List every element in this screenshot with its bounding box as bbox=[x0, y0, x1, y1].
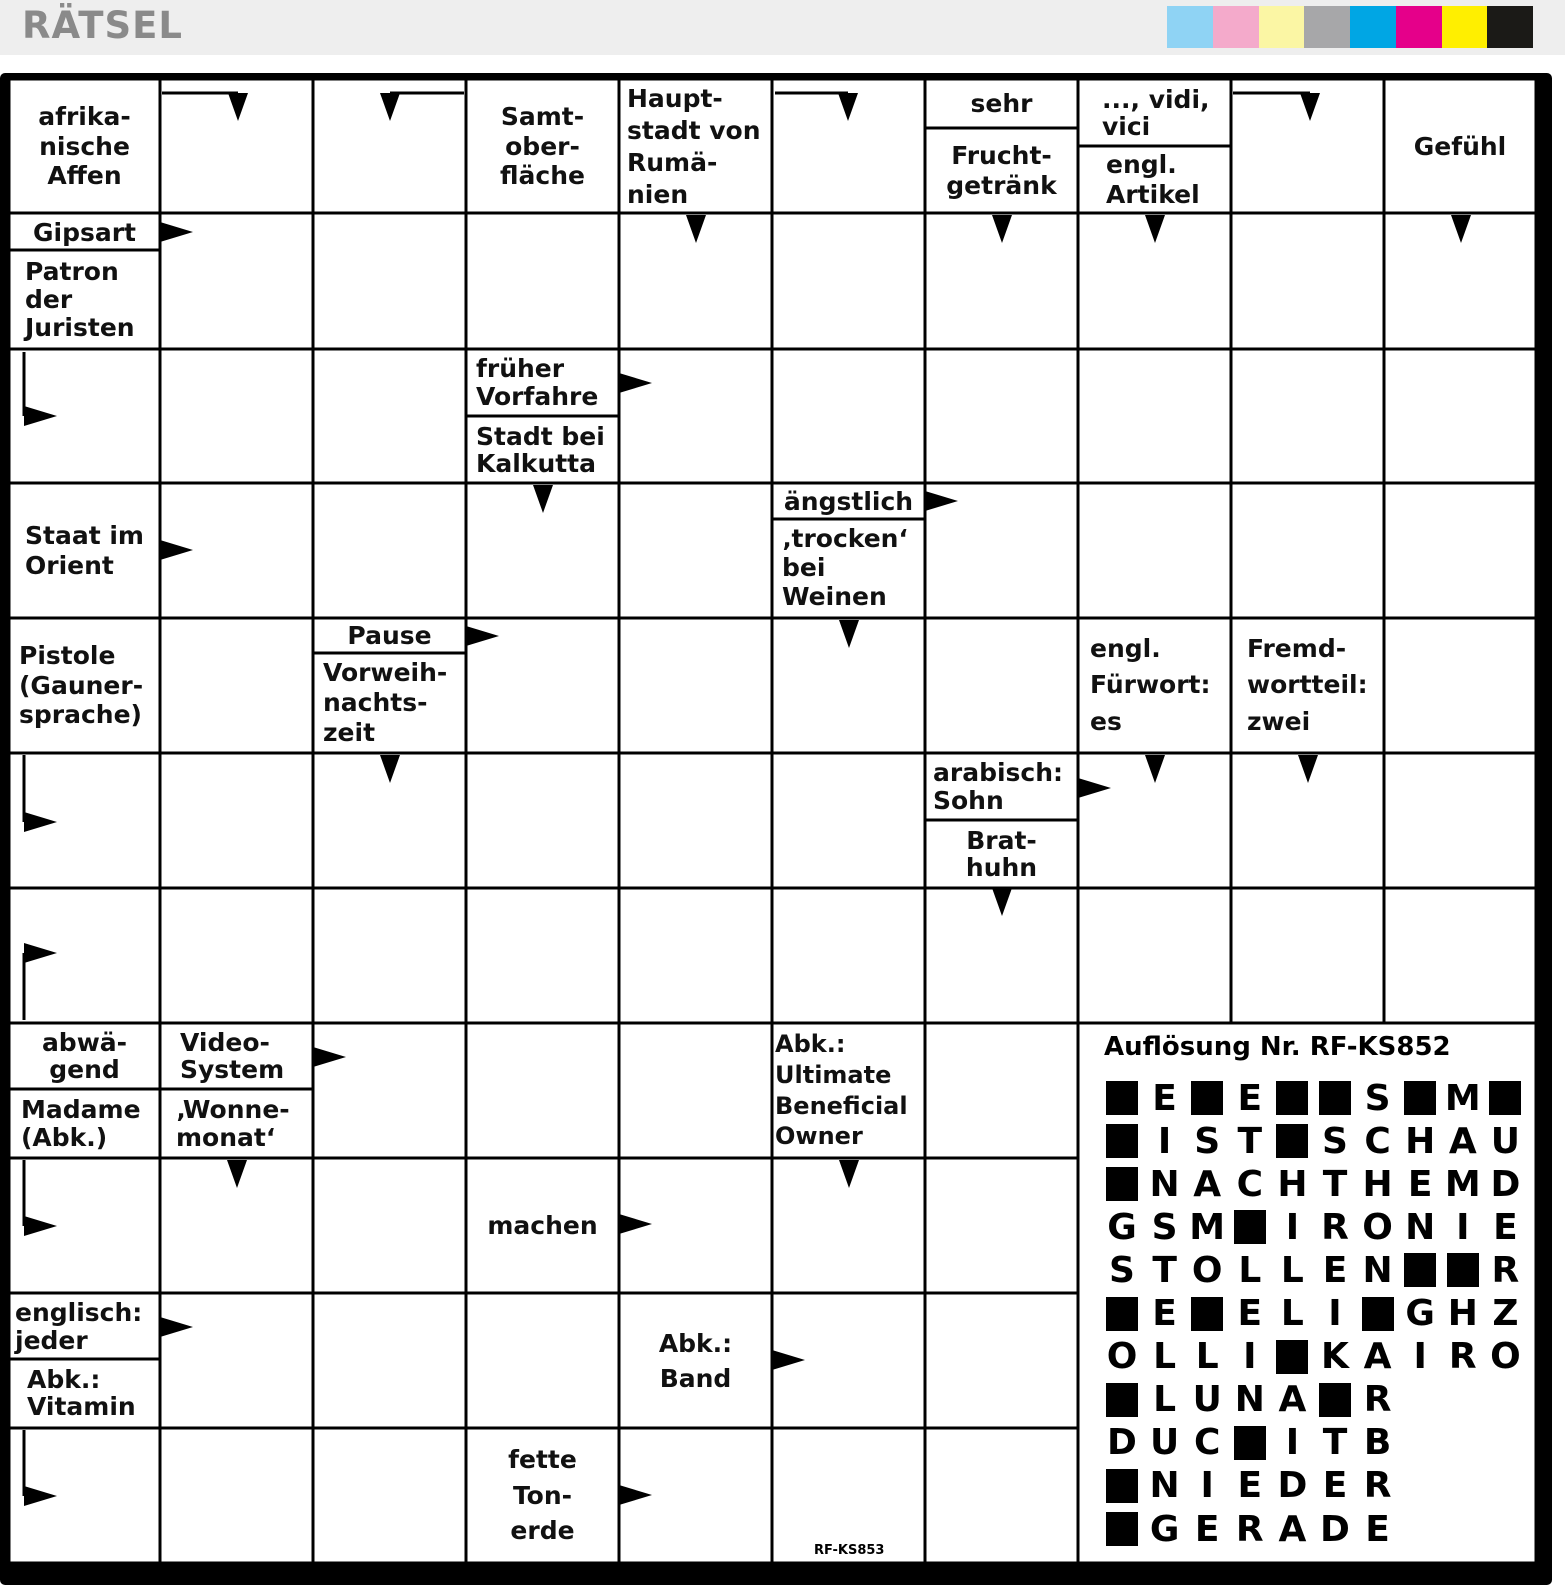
solution-letter: I bbox=[1285, 1422, 1300, 1464]
grid-cell bbox=[1233, 890, 1383, 1022]
solution-letter: S bbox=[1364, 1077, 1391, 1119]
grid-cell bbox=[162, 351, 312, 482]
grid-cell bbox=[774, 215, 924, 348]
clue-cell: Brat- huhn bbox=[965, 825, 1038, 882]
clue-cell: englisch: jeder bbox=[15, 1298, 143, 1355]
grid-cell bbox=[927, 1025, 1077, 1157]
clue-cell: Pistole (Gauner- sprache) bbox=[19, 641, 144, 730]
solution-letter: T bbox=[1152, 1249, 1177, 1291]
grid-cell bbox=[315, 215, 465, 348]
solution-letter: C bbox=[1364, 1120, 1391, 1162]
solution-letter: S bbox=[1151, 1206, 1178, 1248]
grid-cell bbox=[162, 755, 312, 887]
grid-cell bbox=[927, 351, 1077, 482]
solution-letter: H bbox=[1405, 1120, 1436, 1162]
solution-letter: E bbox=[1237, 1293, 1263, 1334]
solution-letter: R bbox=[1363, 1465, 1392, 1507]
clue-cell: arabisch: Sohn bbox=[933, 758, 1064, 815]
grid-cell bbox=[468, 620, 618, 752]
solution-letter: N bbox=[1234, 1379, 1265, 1421]
clue-cell: Abk.: Vitamin bbox=[27, 1364, 136, 1421]
clue-cell: abwä- gend bbox=[41, 1028, 128, 1084]
solution-letter: A bbox=[1278, 1508, 1307, 1550]
solution-block bbox=[1104, 1079, 1140, 1117]
grid-cell bbox=[1233, 215, 1383, 348]
clue-cell: engl. Fürwort: es bbox=[1090, 634, 1211, 736]
solution-letter: A bbox=[1363, 1336, 1392, 1378]
solution-letter: U bbox=[1192, 1379, 1222, 1421]
grid-cell bbox=[774, 755, 924, 887]
grid-cell bbox=[1386, 351, 1535, 482]
solution-block bbox=[1104, 1122, 1140, 1160]
solution-block bbox=[1232, 1424, 1268, 1462]
solution-letter: O bbox=[1362, 1206, 1393, 1248]
solution-block bbox=[1104, 1510, 1140, 1548]
solution-letter: E bbox=[1322, 1249, 1348, 1291]
solution-letter: E bbox=[1237, 1077, 1263, 1119]
grid-cell bbox=[621, 351, 771, 482]
grid-cell bbox=[1080, 351, 1230, 482]
solution-letter: O bbox=[1191, 1249, 1223, 1291]
clue-cell: Fremd- wortteil: zwei bbox=[1247, 634, 1368, 736]
solution-letter: N bbox=[1149, 1465, 1180, 1507]
grid-cell bbox=[468, 1295, 618, 1427]
solution-letter: E bbox=[1152, 1077, 1177, 1119]
grid-cell bbox=[162, 1430, 312, 1562]
clue-cell: Abk.: Band bbox=[658, 1328, 733, 1393]
solution-block bbox=[1104, 1295, 1140, 1333]
clue-cell: ..., vidi, vici bbox=[1102, 84, 1210, 141]
grid-cell bbox=[621, 485, 771, 617]
solution-letter: N bbox=[1149, 1163, 1180, 1205]
solution-block bbox=[1445, 1251, 1481, 1289]
solution-letter: A bbox=[1193, 1163, 1222, 1205]
solution-letter: E bbox=[1365, 1508, 1390, 1550]
clue-cell: fette Ton- erde bbox=[508, 1445, 577, 1546]
clue-cell: sehr bbox=[970, 89, 1033, 119]
solution-letter: T bbox=[1322, 1163, 1348, 1205]
clue-cell: Samt- ober- fläche bbox=[500, 102, 585, 191]
solution-letter: G bbox=[1405, 1293, 1435, 1334]
solution-letter: G bbox=[1107, 1206, 1137, 1248]
solution-letter: G bbox=[1149, 1508, 1180, 1550]
grid-cell bbox=[927, 1295, 1077, 1427]
grid-cell bbox=[1233, 351, 1383, 482]
solution-letter: E bbox=[1152, 1293, 1177, 1334]
solution-letter: L bbox=[1153, 1336, 1177, 1378]
grid-cell bbox=[1386, 620, 1535, 752]
solution-letter: U bbox=[1149, 1422, 1180, 1464]
solution-block bbox=[1360, 1295, 1396, 1333]
solution-block bbox=[1189, 1079, 1225, 1117]
grid-cell bbox=[621, 1025, 771, 1157]
grid-cell bbox=[927, 1430, 1077, 1562]
solution-letter: S bbox=[1322, 1120, 1348, 1162]
clue-cell: ‚trocken‘ bei Weinen bbox=[782, 524, 908, 611]
grid-cell bbox=[927, 1160, 1077, 1292]
solution-letter: E bbox=[1407, 1163, 1433, 1205]
solution-block bbox=[1402, 1251, 1438, 1289]
solution-letter: N bbox=[1362, 1249, 1393, 1291]
grid-cell bbox=[774, 1430, 924, 1562]
solution-letter: T bbox=[1322, 1422, 1348, 1464]
solution-letter: D bbox=[1490, 1163, 1521, 1205]
solution-letter: L bbox=[1280, 1293, 1304, 1334]
solution-block bbox=[1104, 1381, 1140, 1419]
grid-cell bbox=[1233, 485, 1383, 617]
solution-letter: S bbox=[1109, 1249, 1135, 1291]
solution-letter: O bbox=[1490, 1336, 1521, 1378]
solution-letter: E bbox=[1194, 1508, 1220, 1550]
grid-cell bbox=[1386, 485, 1535, 617]
grid-cell bbox=[927, 620, 1077, 752]
solution-letter: E bbox=[1237, 1465, 1263, 1507]
solution-letter: L bbox=[1195, 1336, 1219, 1378]
grid-cell bbox=[315, 351, 465, 482]
solution-block bbox=[1104, 1467, 1140, 1505]
solution-letter: N bbox=[1405, 1206, 1436, 1248]
solution-letter: I bbox=[1200, 1465, 1214, 1507]
solution-block bbox=[1487, 1079, 1523, 1117]
solution-letter: I bbox=[1243, 1336, 1257, 1378]
solution-letter: D bbox=[1277, 1465, 1308, 1507]
solution-block bbox=[1232, 1208, 1268, 1246]
grid-cell bbox=[1080, 485, 1230, 617]
solution-letter: Z bbox=[1492, 1293, 1519, 1334]
grid-cell bbox=[1386, 755, 1535, 887]
solution-letter: H bbox=[1277, 1163, 1308, 1205]
grid-cell bbox=[468, 1025, 618, 1157]
solution-letter: I bbox=[1285, 1206, 1300, 1248]
solution-letter: E bbox=[1322, 1465, 1348, 1507]
clue-cell: Haupt- stadt von Rumä- nien bbox=[627, 83, 761, 209]
solution-letter: L bbox=[1153, 1379, 1177, 1421]
solution-letter: C bbox=[1236, 1163, 1263, 1205]
solution-letter: R bbox=[1321, 1206, 1349, 1248]
clue-cell: Frucht- getränk bbox=[946, 141, 1057, 200]
solution-block bbox=[1317, 1079, 1353, 1117]
grid-cell bbox=[774, 890, 924, 1022]
grid-cell bbox=[927, 485, 1077, 617]
solution-block bbox=[1274, 1338, 1310, 1376]
clue-cell: engl. Artikel bbox=[1106, 150, 1200, 209]
grid-cell bbox=[315, 1430, 465, 1562]
grid-cell bbox=[621, 755, 771, 887]
grid-cell bbox=[315, 890, 465, 1022]
grid-cell bbox=[1080, 890, 1230, 1022]
solution-letter: M bbox=[1444, 1077, 1481, 1119]
solution-letter: A bbox=[1278, 1379, 1307, 1421]
clue-cell: Video- System bbox=[180, 1028, 285, 1084]
solution-letter: I bbox=[1157, 1120, 1172, 1162]
clue-cell: Gipsart bbox=[32, 217, 136, 247]
solution-letter: T bbox=[1237, 1120, 1263, 1162]
clue-cell: ‚Wonne- monat‘ bbox=[176, 1095, 290, 1152]
grid-cell bbox=[315, 485, 465, 617]
clue-cell: Vorweih- nachts- zeit bbox=[323, 657, 448, 747]
clue-cell: ängstlich bbox=[783, 486, 914, 516]
solution-block bbox=[1189, 1295, 1225, 1333]
solution-letter: R bbox=[1363, 1379, 1392, 1421]
grid-cell bbox=[162, 890, 312, 1022]
grid-cell bbox=[774, 351, 924, 482]
solution-letter: H bbox=[1447, 1293, 1478, 1334]
solution-block bbox=[1274, 1122, 1310, 1160]
grid-cell bbox=[468, 890, 618, 1022]
clue-cell: Madame (Abk.) bbox=[21, 1095, 141, 1152]
solution-letter: I bbox=[1413, 1336, 1427, 1378]
solution-letter: I bbox=[1328, 1293, 1342, 1334]
solution-letter: A bbox=[1448, 1120, 1477, 1162]
solution-letter: B bbox=[1363, 1422, 1392, 1464]
grid-cell bbox=[315, 1160, 465, 1292]
grid-cell bbox=[162, 620, 312, 752]
grid-cell bbox=[162, 1295, 312, 1427]
clue-cell: Staat im Orient bbox=[25, 521, 144, 580]
clue-cell: früher Vorfahre bbox=[476, 354, 599, 411]
grid-cell bbox=[315, 1025, 465, 1157]
clue-cell: afrika- nische Affen bbox=[38, 102, 131, 191]
solution-letter: R bbox=[1235, 1508, 1264, 1550]
solution-letter: H bbox=[1362, 1163, 1393, 1205]
clue-cell: Patron der Juristen bbox=[25, 256, 135, 342]
puzzle-code: RF-KS853 bbox=[814, 1543, 885, 1558]
solution-letter: R bbox=[1448, 1336, 1477, 1378]
solution-letter: L bbox=[1238, 1249, 1262, 1291]
solution-letter: S bbox=[1194, 1120, 1221, 1162]
solution-letter: C bbox=[1193, 1422, 1221, 1464]
page-title: RÄTSEL bbox=[22, 4, 183, 47]
grid-cell bbox=[621, 890, 771, 1022]
solution-letter: R bbox=[1491, 1249, 1520, 1291]
grid-cell bbox=[315, 1295, 465, 1427]
solution-letter: M bbox=[1444, 1163, 1481, 1205]
clue-cell: Abk.: Ultimate Beneficial Owner bbox=[775, 1030, 908, 1151]
solution-title: Auflösung Nr. RF-KS852 bbox=[1104, 1032, 1451, 1062]
solution-letter: O bbox=[1106, 1336, 1138, 1378]
solution-block bbox=[1274, 1079, 1310, 1117]
grid-cell bbox=[621, 620, 771, 752]
solution-letter: M bbox=[1189, 1206, 1226, 1248]
solution-letter: E bbox=[1493, 1206, 1518, 1248]
grid-cell bbox=[468, 215, 618, 348]
solution-block bbox=[1402, 1079, 1438, 1117]
grid-cell bbox=[468, 755, 618, 887]
clue-cell: machen bbox=[487, 1210, 598, 1240]
grid-cell bbox=[1386, 890, 1535, 1022]
solution-letter: L bbox=[1280, 1249, 1304, 1291]
solution-letter: I bbox=[1456, 1206, 1470, 1248]
solution-letter: U bbox=[1490, 1120, 1520, 1162]
solution-letter: K bbox=[1321, 1336, 1349, 1378]
solution-letter: D bbox=[1320, 1508, 1350, 1550]
solution-block bbox=[1317, 1381, 1353, 1419]
solution-letter: D bbox=[1107, 1422, 1137, 1464]
clue-cell: Gefühl bbox=[1413, 131, 1507, 161]
clue-cell: Stadt bei Kalkutta bbox=[476, 421, 605, 478]
solution-block bbox=[1104, 1165, 1140, 1203]
clue-cell: Pause bbox=[347, 621, 432, 651]
